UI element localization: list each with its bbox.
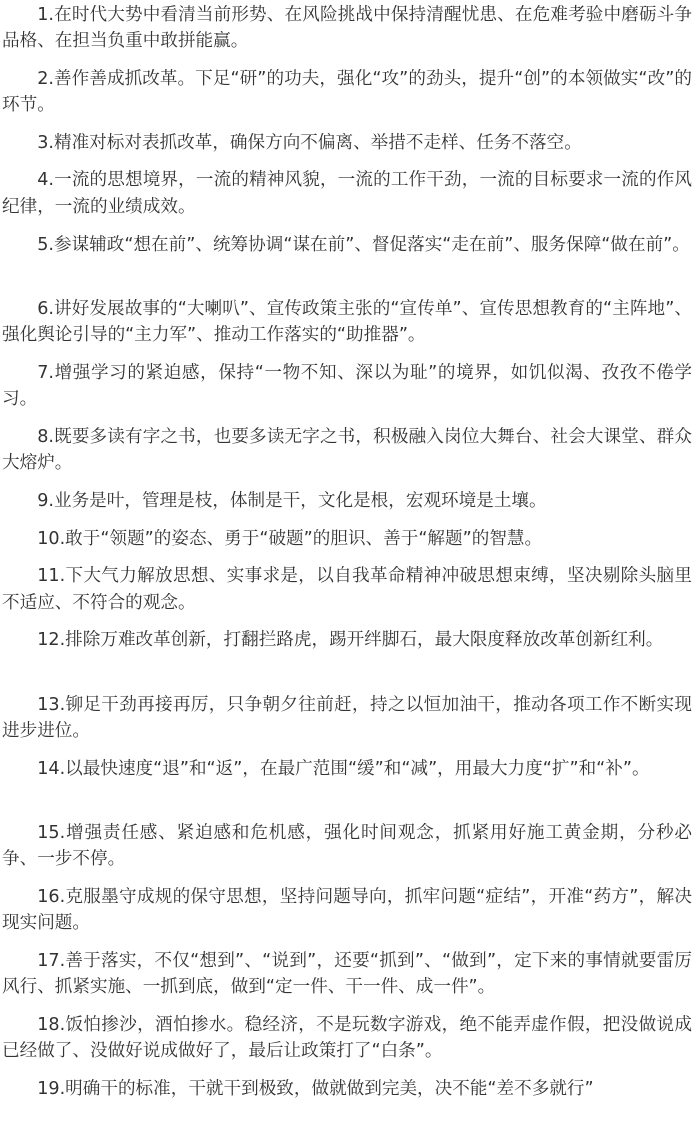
paragraph-18: 18.饭怕掺沙，酒怕掺水。稳经济，不是玩数字游戏，绝不能弄虚作假，把没做说成已经做了、没做好说成做好了，最后让政策打了“白条”。 <box>2 1014 692 1062</box>
paragraph-6: 6.讲好发展故事的“大喇叭”、宣传政策主张的“宣传单”、宣传思想教育的“主阵地”、强化舆论引导的“主力军”、推动工作落实的“助推器”。 <box>2 298 692 345</box>
paragraph-7: 7.增强学习的紧迫感，保持“一物不知、深以为耻”的境界，如饥似渴、孜孜不倦学习。 <box>2 362 692 410</box>
paragraph-2: 2.善作善成抓改革。下足“研”的功夫，强化“攻”的劲头，提升“创”的本领做实“改”的环节。 <box>2 68 692 115</box>
paragraph-16: 16.克服墨守成规的保守思想，坚持问题导向，抓牢问题“症结”，开准“药方”，解决现实问题。 <box>2 886 692 934</box>
paragraph-15: 15.增强责任感、紧迫感和危机感，强化时间观念，抓紧用好施工黄金期，分秒必争、一步不停。 <box>2 822 692 870</box>
paragraph-4: 4.一流的思想境界，一流的精神风貌，一流的工作干劲，一流的目标要求一流的作风纪律，一流的业绩成效。 <box>2 170 692 217</box>
paragraph-19: 19.明确干的标准，干就干到极致，做就做到完美，决不能“差不多就行” <box>37 1079 594 1100</box>
article-body <box>2 0 692 1140</box>
paragraph-8: 8.既要多读有字之书，也要多读无字之书，积极融入岗位大舞台、社会大课堂、群众大熔炉。 <box>2 426 692 474</box>
paragraph-11: 11.下大气力解放思想、实事求是，以自我革命精神冲破思想束缚，坚决剔除头脑里不适应、不符合的观念。 <box>2 566 692 613</box>
paragraph-14: 14.以最快速度“退”和“返”，在最广范围“缓”和“减”，用最大力度“扩”和“补”。 <box>37 758 650 779</box>
paragraph-5: 5.参谋辅政“想在前”、统筹协调“谋在前”、督促落实“走在前”、服务保障“做在前”。 <box>37 234 690 255</box>
paragraph-9: 9.业务是叶，管理是枝，体制是干，文化是根，宏观环境是土壤。 <box>37 490 547 511</box>
paragraph-1: 1.在时代大势中看清当前形势、在风险挑战中保持清醒忧患、在危难考验中磨砺斗争品格、在担当负重中敢拼能赢。 <box>2 4 692 51</box>
paragraph-3: 3.精准对标对表抓改革，确保方向不偏离、举措不走样、任务不落空。 <box>37 132 582 153</box>
paragraph-12: 12.排除万难改革创新，打翻拦路虎，踢开绊脚石，最大限度释放改革创新红利。 <box>37 630 664 651</box>
paragraph-13: 13.铆足干劲再接再厉，只争朝夕往前赶，持之以恒加油干，推动各项工作不断实现进步进位。 <box>2 694 692 741</box>
paragraph-17: 17.善于落实，不仅“想到”、“说到”，还要“抓到”、“做到”，定下来的事情就要雷厉风行、抓紧实施、一抓到底，做到“定一件、干一件、成一件”。 <box>2 950 692 998</box>
paragraph-10: 10.敢于“领题”的姿态、勇于“破题”的胆识、善于“解题”的智慧。 <box>37 528 543 549</box>
